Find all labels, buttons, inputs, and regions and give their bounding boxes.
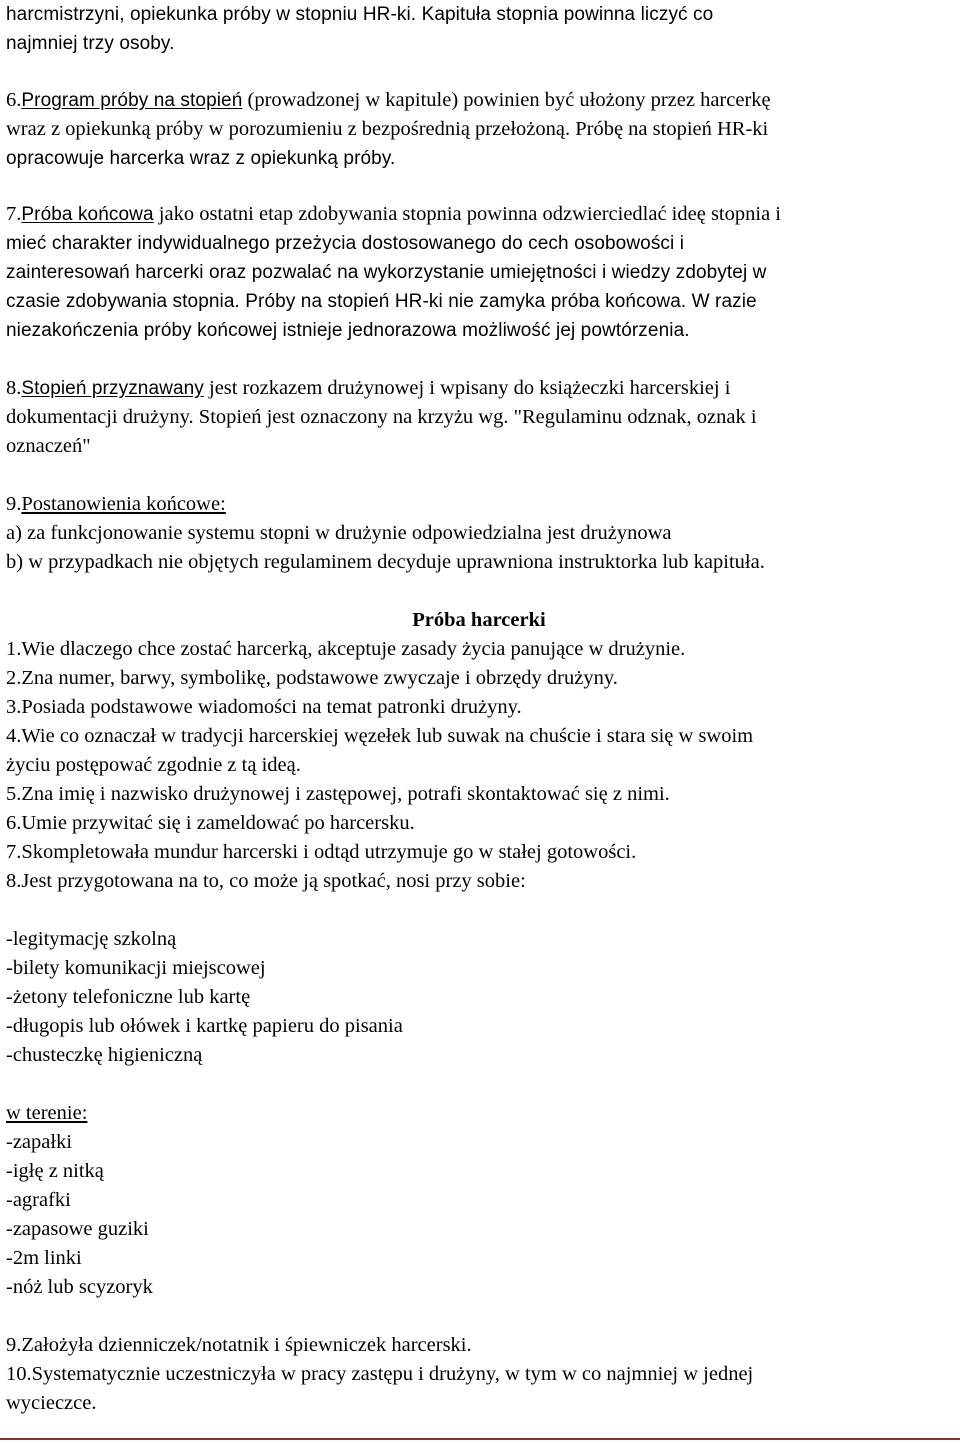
field-item: -2m linki	[6, 1247, 82, 1269]
proba-item-3: 3.Posiada podstawowe wiadomości na temat patronki drużyny.	[6, 696, 522, 718]
proba-item-5: 5.Zna imię i nazwisko drużynowej i zastępowej, potrafi skontaktować się z nimi.	[6, 783, 670, 805]
carry-item: -długopis lub ołówek i kartkę papieru do pisania	[6, 1015, 403, 1037]
p6-line-2-text: wraz z opiekunką próby w porozumieniu z bezpośrednią przełożoną. Próbę na stopień HR-ki	[6, 118, 769, 140]
field-item: -igłę z nitką	[6, 1160, 104, 1182]
p7-heading: Próba końcowa	[21, 204, 154, 225]
field-item: -nóż lub scyzoryk	[6, 1276, 153, 1298]
field-item: -agrafki	[6, 1189, 71, 1211]
field-heading: w terenie:	[6, 1102, 88, 1124]
p7-line-1	[6, 200, 781, 229]
carry-item: -legitymację szkolną	[6, 928, 177, 950]
field-item: -zapałki	[6, 1131, 73, 1153]
field-item: -zapasowe guziki	[6, 1218, 149, 1240]
p7-line-3: zainteresowań harcerki oraz pozwalać na wykorzystanie umiejętności i wiedzy zdobytej w	[6, 262, 767, 283]
proba-item-4-line-2: życiu postępować zgodnie z tą ideą.	[6, 754, 301, 776]
p5-line-1: harcmistrzyni, opiekunka próby w stopniu HR-ki. Kapituła stopnia powinna liczyć co	[6, 4, 714, 25]
p9-heading: Postanowienia końcowe:	[21, 493, 226, 515]
p9-number: 9.	[6, 493, 22, 515]
carry-item: -chusteczkę higieniczną	[6, 1044, 203, 1066]
p7-line-1-text: jako ostatni etap zdobywania stopnia powinna odzwierciedlać ideę stopnia i	[153, 203, 781, 225]
p6-line-3: opracowuje harcerka wraz z opiekunką próby.	[6, 148, 396, 169]
p8-number: 8.	[6, 377, 22, 399]
p6-heading: Program próby na stopień	[21, 90, 243, 111]
proba-item-6: 6.Umie przywitać się i zameldować po harcersku.	[6, 812, 415, 834]
proba-item-10-line-1: 10.Systematycznie uczestniczyła w pracy zastępu i drużyny, w tym w co najmniej w jednej	[6, 1363, 754, 1385]
proba-item-4-line-1: 4.Wie co oznaczał w tradycji harcerskiej węzełek lub suwak na chuście i stara się w swoim	[6, 725, 754, 747]
p7-line-2: mieć charakter indywidualnego przeżycia dostosowanego do cech osobowości i	[6, 233, 685, 254]
p9-line-1	[6, 490, 226, 519]
carry-item: -bilety komunikacji miejscowej	[6, 957, 266, 979]
p6-number: 6.	[6, 89, 22, 111]
p8-line-1-text: jest rozkazem drużynowej i wpisany do książeczki harcerskiej i	[203, 377, 731, 399]
p6-line-1-text: (prowadzonej w kapitule) powinien być ułożony przez harcerkę	[242, 89, 771, 111]
proba-item-7: 7.Skompletowała mundur harcerski i odtąd utrzymuje go w stałej gotowości.	[6, 841, 637, 863]
p8-heading: Stopień przyznawany	[21, 378, 204, 399]
p7-number: 7.	[6, 203, 22, 225]
p5-line-2: najmniej trzy osoby.	[6, 33, 175, 54]
proba-item-8: 8.Jest przygotowana na to, co może ją spotkać, nosi przy sobie:	[6, 870, 526, 892]
p8-line-2: dokumentacji drużyny. Stopień jest oznaczony na krzyżu wg. "Regulaminu odznak, oznak i	[6, 406, 757, 428]
proba-item-9: 9.Założyła dzienniczek/notatnik i śpiewniczek harcerski.	[6, 1334, 472, 1356]
proba-title: Próba harcerki	[412, 609, 546, 631]
p8-line-3: oznaczeń"	[6, 435, 91, 457]
proba-item-1: 1.Wie dlaczego chce zostać harcerką, akceptuje zasady życia panujące w drużynie.	[6, 638, 686, 660]
proba-item-10-line-2: wycieczce.	[6, 1392, 97, 1414]
p9-item-b: b) w przypadkach nie objętych regulaminem decyduje uprawniona instruktorka lub kapituła.	[6, 551, 765, 573]
proba-item-2: 2.Zna numer, barwy, symbolikę, podstawowe zwyczaje i obrzędy drużyny.	[6, 667, 618, 689]
p7-line-5: niezakończenia próby końcowej istnieje jednorazowa możliwość jej powtórzenia.	[6, 320, 690, 341]
carry-item: -żetony telefoniczne lub kartę	[6, 986, 251, 1008]
p6-line-1	[6, 86, 771, 115]
page-bottom-divider	[0, 1438, 960, 1440]
p8-line-1	[6, 374, 730, 403]
p6-line-2	[6, 115, 768, 144]
p7-line-4: czasie zdobywania stopnia. Próby na stopień HR-ki nie zamyka próba końcowa. W razie	[6, 291, 757, 312]
p9-item-a: a) za funkcjonowanie systemu stopni w drużynie odpowiedzialna jest drużynowa	[6, 522, 672, 544]
